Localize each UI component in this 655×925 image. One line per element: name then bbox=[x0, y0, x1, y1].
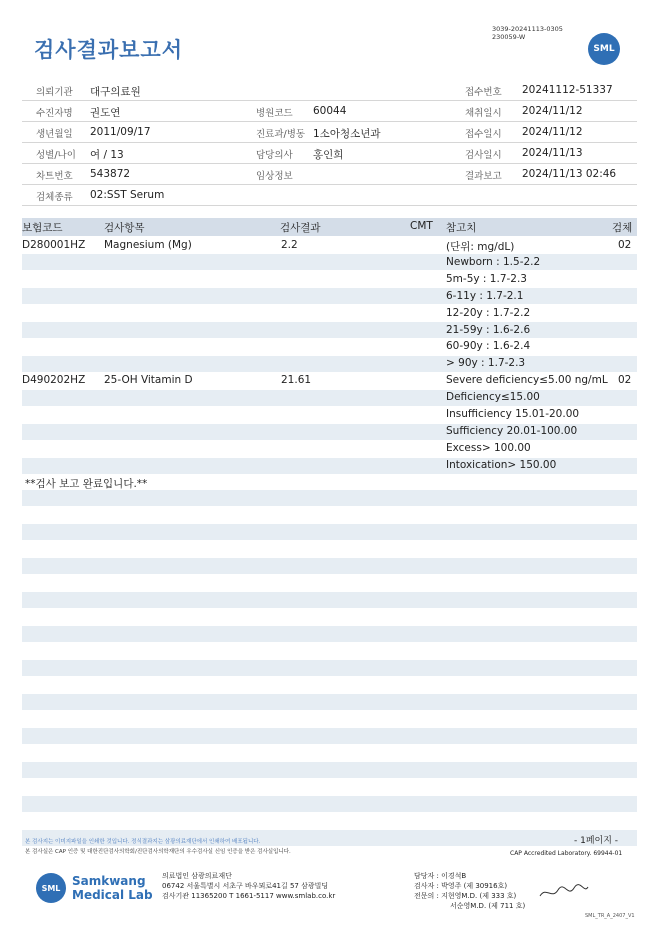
header-cmt: CMT bbox=[410, 220, 433, 232]
row-band bbox=[22, 558, 637, 574]
header-result: 검사결과 bbox=[280, 222, 321, 234]
info-l3: 결과보고 bbox=[465, 171, 502, 182]
info-v1: 여 / 13 bbox=[90, 149, 124, 161]
cell-result: 2.2 bbox=[281, 239, 298, 251]
info-row bbox=[22, 185, 637, 206]
info-v3: 2024/11/12 bbox=[522, 105, 583, 117]
info-l1: 생년월일 bbox=[36, 129, 73, 140]
info-v3: 2024/11/13 bbox=[522, 147, 583, 159]
info-l1: 수진자명 bbox=[36, 108, 73, 119]
footnote-image-notice: 본 검사지는 이미지파일을 인쇄한 것입니다. 정식결과지는 삼광의료재단에서 인쇄하여 배포됩니다. bbox=[25, 839, 261, 845]
info-l2: 병원코드 bbox=[256, 108, 293, 119]
lab-name bbox=[72, 874, 153, 902]
lab-name-line1: Samkwang bbox=[72, 874, 146, 888]
info-l2: 담당의사 bbox=[256, 150, 293, 161]
form-code: SML_TR_A_2407_V1 bbox=[585, 913, 635, 919]
info-l2: 진료과/병동 bbox=[256, 129, 306, 140]
row-band bbox=[22, 524, 637, 540]
info-v3: 2024/11/12 bbox=[522, 126, 583, 138]
cell-ref: > 90y : 1.7-2.3 bbox=[446, 357, 526, 370]
info-l3: 접수일시 bbox=[465, 129, 502, 140]
info-v3: 20241112-51337 bbox=[522, 84, 613, 96]
address-line1: 의료법인 삼광의료재단 bbox=[162, 872, 232, 880]
row-band bbox=[22, 390, 637, 406]
info-v3: 2024/11/13 02:46 bbox=[522, 168, 617, 180]
cell-specimen: 02 bbox=[618, 239, 632, 251]
cell-ref: (단위: mg/dL) bbox=[446, 241, 515, 253]
info-v1: 권도연 bbox=[90, 107, 121, 119]
header-code: 보험코드 bbox=[22, 222, 63, 234]
row-band bbox=[22, 592, 637, 608]
staff-line1: 담당자 : 이경석B bbox=[414, 872, 467, 880]
cell-ref: 5m-5y : 1.7-2.3 bbox=[446, 272, 527, 285]
lab-address bbox=[162, 871, 335, 901]
page-number: - 1페이지 - bbox=[574, 836, 619, 846]
cell-code: D280001HZ bbox=[22, 239, 86, 251]
header-specimen: 검체 bbox=[612, 222, 633, 234]
header-ref: 참고치 bbox=[446, 222, 477, 234]
info-v1: 2011/09/17 bbox=[90, 126, 151, 138]
staff-line3: 전문의 : 지현영M.D. (제 333 호) bbox=[414, 892, 517, 900]
info-row bbox=[22, 80, 637, 101]
cell-ref: Deficiency≤15.00 bbox=[446, 391, 540, 404]
cell-ref: Newborn : 1.5-2.2 bbox=[446, 255, 541, 268]
cell-item: 25-OH Vitamin D bbox=[104, 374, 193, 387]
cap-accreditation: CAP Accredited Laboratory. 69944-01 bbox=[510, 850, 623, 857]
cell-specimen: 02 bbox=[618, 374, 632, 387]
header-item: 검사항목 bbox=[104, 222, 145, 234]
cell-ref: 60-90y : 1.6-2.4 bbox=[446, 340, 531, 353]
info-v2: 홍인희 bbox=[313, 149, 344, 161]
cell-ref: Intoxication> 150.00 bbox=[446, 458, 557, 471]
staff-list bbox=[414, 871, 525, 911]
cell-ref: 6-11y : 1.7-2.1 bbox=[446, 289, 524, 302]
cell-ref: 21-59y : 1.6-2.6 bbox=[446, 323, 531, 336]
info-v2: 1소아청소년과 bbox=[313, 128, 381, 140]
row-band bbox=[22, 322, 637, 338]
cell-ref: Sufficiency 20.01-100.00 bbox=[446, 424, 578, 437]
info-v1: 543872 bbox=[90, 168, 131, 180]
info-row bbox=[22, 122, 637, 143]
info-l2: 임상정보 bbox=[256, 171, 293, 182]
info-l1: 의뢰기관 bbox=[36, 87, 73, 98]
completion-note: **검사 보고 완료입니다.** bbox=[25, 478, 148, 490]
row-band bbox=[22, 796, 637, 812]
info-l1: 검체종류 bbox=[36, 192, 73, 203]
cell-item: Magnesium (Mg) bbox=[104, 239, 192, 251]
document-id bbox=[492, 25, 563, 41]
info-v1: 02:SST Serum bbox=[90, 189, 165, 201]
row-band bbox=[22, 694, 637, 710]
info-l1: 차트번호 bbox=[36, 171, 73, 182]
lab-name-line2: Medical Lab bbox=[72, 888, 153, 902]
result-table-header bbox=[22, 218, 637, 236]
info-v2: 60044 bbox=[313, 105, 347, 117]
row-band bbox=[22, 762, 637, 778]
document-id-line2: 230059-W bbox=[492, 33, 526, 41]
row-band bbox=[22, 356, 637, 372]
info-l3: 채취일시 bbox=[465, 108, 502, 119]
page-title: 검사결과보고서 bbox=[34, 38, 184, 62]
info-l3: 검사일시 bbox=[465, 150, 502, 161]
sml-logo: SML bbox=[588, 33, 620, 65]
address-line2: 06742 서울특별시 서초구 바우뫼로41길 57 삼광빌딩 bbox=[162, 882, 329, 890]
signature-icon bbox=[538, 882, 590, 902]
cell-ref: Severe deficiency≤5.00 ng/mL bbox=[446, 374, 608, 387]
info-l3: 접수번호 bbox=[465, 87, 502, 98]
info-row bbox=[22, 101, 637, 122]
staff-line2: 검사자 : 박영주 (제 30916호) bbox=[414, 882, 508, 890]
lab-logo-icon: SML bbox=[36, 873, 66, 903]
row-band bbox=[22, 626, 637, 642]
info-v1: 대구의료원 bbox=[90, 86, 141, 98]
staff-line4: 서순영M.D. (제 711 호) bbox=[450, 902, 526, 910]
row-band bbox=[22, 490, 637, 506]
footnote-cap: 본 검사실은 CAP 인증 및 대한진단검사의학회/진단검사의학재단의 우수검사실 신임 인증을 받은 검사실입니다. bbox=[25, 849, 291, 855]
cell-result: 21.61 bbox=[281, 374, 312, 387]
row-band bbox=[22, 254, 637, 270]
info-row bbox=[22, 143, 637, 164]
cell-ref: Excess> 100.00 bbox=[446, 441, 531, 454]
cell-ref: 12-20y : 1.7-2.2 bbox=[446, 306, 531, 319]
cell-code: D490202HZ bbox=[22, 374, 86, 387]
info-row bbox=[22, 164, 637, 185]
row-band bbox=[22, 288, 637, 304]
row-band bbox=[22, 660, 637, 676]
document-id-line1: 3039-20241113-0305 bbox=[492, 25, 563, 33]
address-line3: 검사기관 11365200 T 1661-5117 www.smlab.co.kr bbox=[162, 892, 336, 900]
row-band bbox=[22, 728, 637, 744]
info-l1: 성별/나이 bbox=[36, 150, 76, 161]
cell-ref: Insufficiency 15.01-20.00 bbox=[446, 408, 580, 420]
